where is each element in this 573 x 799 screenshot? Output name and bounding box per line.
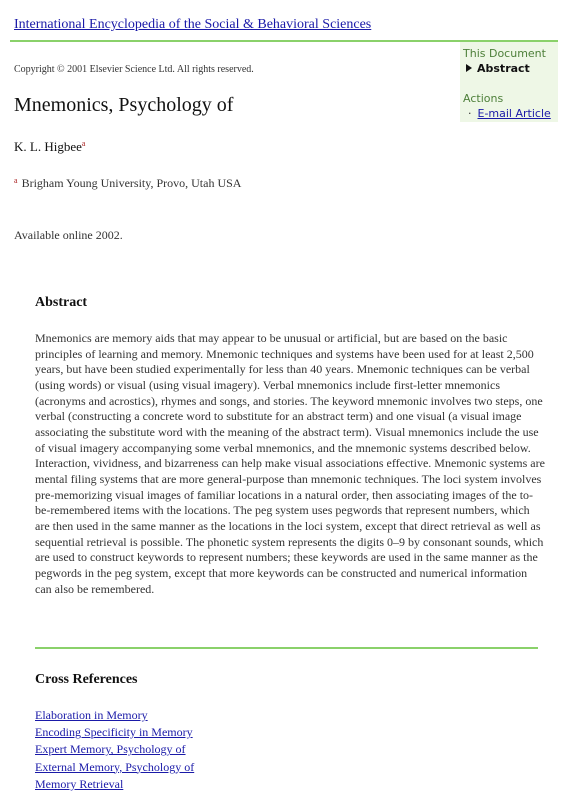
current-section-label: Abstract bbox=[477, 62, 530, 75]
current-section-abstract[interactable] bbox=[466, 62, 530, 75]
actions-heading: Actions bbox=[463, 92, 504, 105]
cross-reference-link[interactable]: Memory Retrieval bbox=[35, 776, 124, 791]
list-item bbox=[35, 707, 194, 724]
list-item bbox=[35, 776, 194, 793]
section-divider bbox=[35, 647, 538, 649]
availability-note: Available online 2002. bbox=[14, 228, 123, 242]
author-name: K. L. Higbee bbox=[14, 139, 82, 154]
encyclopedia-title-link[interactable]: International Encyclopedia of the Social & Behavioral Sciences bbox=[14, 17, 372, 32]
cross-references-heading: Cross References bbox=[35, 672, 138, 687]
cross-reference-link[interactable]: Expert Memory, Psychology of bbox=[35, 742, 186, 757]
list-item bbox=[35, 741, 194, 758]
document-sidebar bbox=[460, 42, 558, 122]
article-title: Mnemonics, Psychology of bbox=[14, 94, 234, 116]
list-item bbox=[35, 724, 194, 741]
author-affiliation-marker[interactable]: a bbox=[81, 139, 86, 148]
cross-reference-link[interactable]: Encoding Specificity in Memory bbox=[35, 725, 193, 740]
cross-reference-link[interactable]: External Memory, Psychology of bbox=[35, 759, 195, 774]
abstract-body: Mnemonics are memory aids that may appear to be unusual or artificial, but are based on the basic principles of learning and memory. Mnemonic techniques and systems have been used for at least 2,500 years, but have been studied experimentally for less than 40 years. Mnemonic techniques can be verbal (using words) or visual (using visual imagery). Verbal mnemonics include first-letter mnemonics (acronyms and acrostics), rhymes and songs, and stories. The keyword mnemonic involves two steps, one verbal (constructing a concrete word to substitute for an abstract term) and one visual (a visual image associating the substitute word with the meaning of the abstract term). Visual mnemonics include the use of visual imagery accompanying some verbal mnemonics, and the mnemonic systems described below. Interaction, vividness, and bizarreness can help make visual associations effective. Mnemonic systems are mental filing systems that are more general-purpose than mnemonic techniques. The loci system involves pre-memorizing visual images of familiar locations in a natural order, then associating images of the to-be-remembered items with the locations. The peg system uses pegwords that represent numbers, which are then used in the same manner as the locations in the loci system, except that direct retrieval as well as sequential retrieval is possible. The phonetic system represents the digits 0–9 by consonant sounds, which are used to construct keywords to represent numbers; these keywords are used in the same manner as the pegwords in the peg system, except that more keywords can be constructed and numerical information can also be remembered. bbox=[35, 331, 545, 596]
triangle-right-icon bbox=[466, 64, 472, 72]
author-line bbox=[14, 139, 85, 155]
list-item bbox=[35, 759, 194, 776]
cross-reference-link[interactable]: Elaboration in Memory bbox=[35, 708, 148, 722]
email-article-link[interactable]: E-mail Article bbox=[477, 107, 551, 120]
affiliation-line bbox=[14, 176, 241, 191]
copyright-notice: Copyright © 2001 Elsevier Science Ltd. All rights reserved. bbox=[14, 64, 254, 75]
this-document-heading: This Document bbox=[463, 47, 546, 60]
affiliation-marker: a bbox=[14, 176, 18, 185]
cross-references-list bbox=[35, 707, 194, 793]
affiliation-text: Brigham Young University, Provo, Utah USA bbox=[21, 176, 242, 190]
action-email bbox=[468, 107, 551, 120]
bullet-icon: · bbox=[468, 107, 472, 120]
abstract-heading: Abstract bbox=[35, 295, 88, 310]
